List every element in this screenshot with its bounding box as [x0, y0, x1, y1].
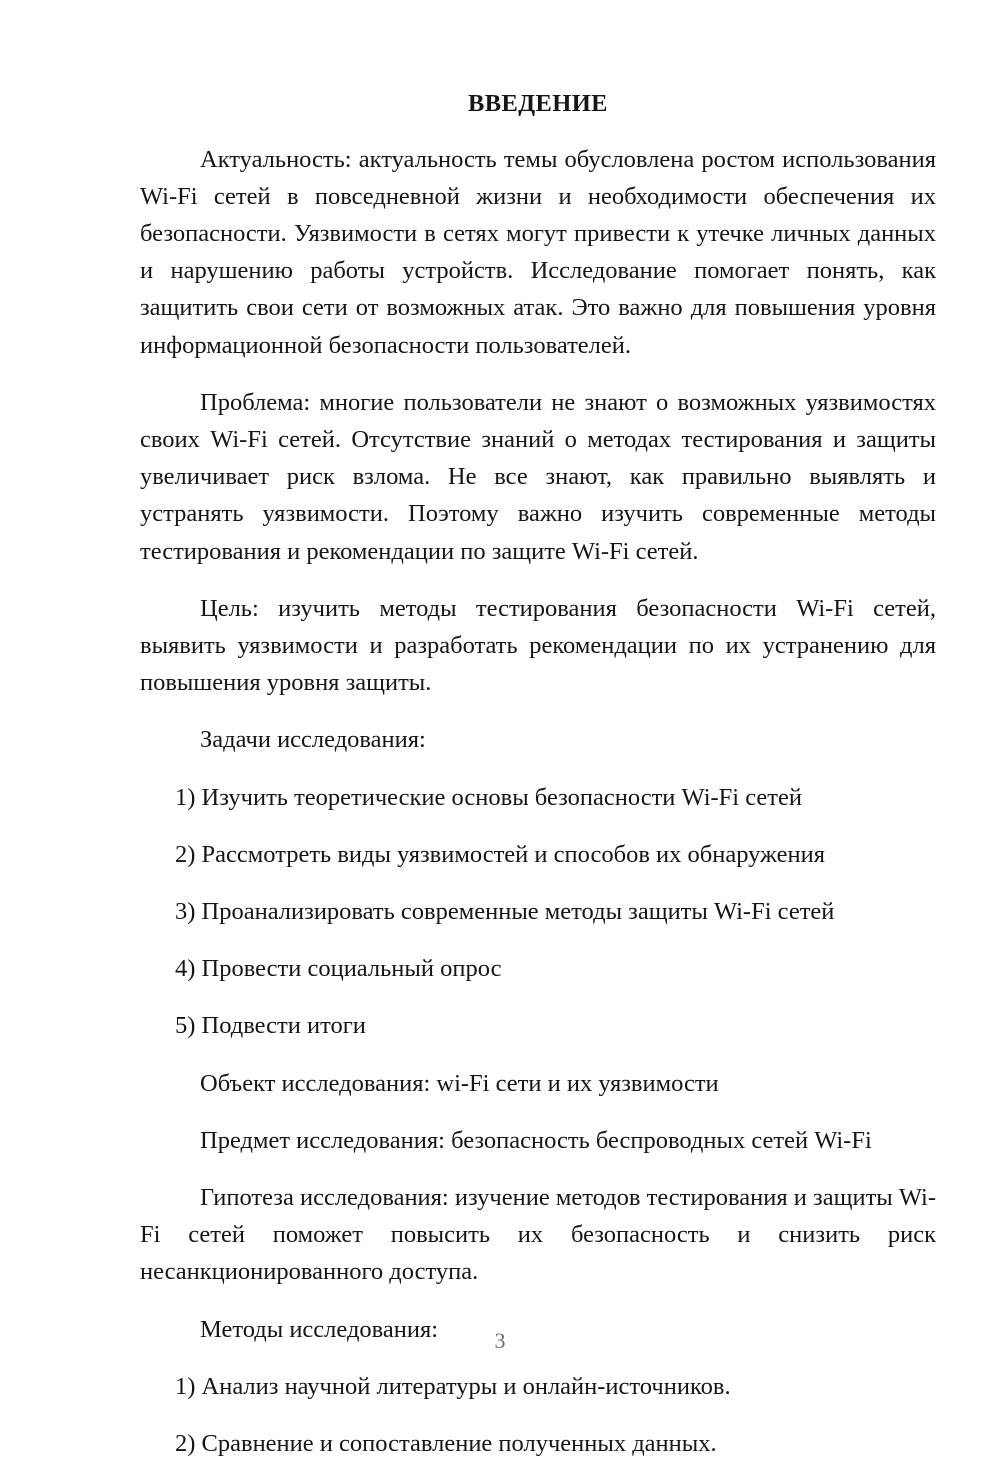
list-item: 2) Сравнение и сопоставление полученных данных.: [175, 1429, 717, 1457]
page-number: 3: [494, 1328, 506, 1353]
tasks-heading: Задачи исследования:: [200, 726, 426, 754]
paragraph-hypothesis: Гипотеза исследования: изучение методов тестирования и защиты Wi-Fi сетей поможет повысить их безопасность и снизить риск несанкционированного доступа.: [140, 1183, 936, 1286]
list-item: 1) Анализ научной литературы и онлайн-источников.: [175, 1372, 731, 1400]
paragraph-object: Объект исследования: wi-Fi сети и их уязвимости: [200, 1069, 719, 1097]
methods-heading: Методы исследования:: [200, 1315, 439, 1343]
list-item: 2) Рассмотреть виды уязвимостей и способов их обнаружения: [175, 840, 826, 868]
methods-list: [140, 1348, 936, 1462]
paragraph-relevance: Актуальность: актуальность темы обусловлена ростом использования Wi-Fi сетей в повседневной жизни и необходимости обеспечения их безопасности. Уязвимости в сетях могут привести к утечке личных данных и нарушению работы устройств. Исследование помогает понять, как защитить свои сети от возможных атак. Это важно для повышения уровня информационной безопасности пользователей.: [140, 145, 936, 359]
page-content: [140, 0, 936, 1462]
paragraph-problem: Проблема: многие пользователи не знают о возможных уязвимостях своих Wi-Fi сетей. Отсутствие знаний о методах тестирования и защиты увеличивает риск взлома. Не все знают, как правильно выявлять и устранять уязвимости. Поэтому важно изучить современные методы тестирования и рекомендации по защите Wi-Fi сетей.: [140, 388, 936, 565]
list-item: 4) Провести социальный опрос: [175, 955, 502, 983]
page-title: ВВЕДЕНИЕ: [468, 90, 608, 117]
tasks-list: [140, 759, 936, 1045]
paragraph-subject: Предмет исследования: безопасность беспроводных сетей Wi-Fi: [200, 1126, 872, 1154]
paragraph-goal: Цель: изучить методы тестирования безопасности Wi-Fi сетей, выявить уязвимости и разработать рекомендации по их устранению для повышения уровня защиты.: [140, 594, 936, 697]
list-item: 3) Проанализировать современные методы защиты Wi-Fi сетей: [175, 897, 835, 925]
list-item: 5) Подвести итоги: [175, 1012, 366, 1040]
list-item: 1) Изучить теоретические основы безопасности Wi-Fi сетей: [175, 783, 802, 811]
